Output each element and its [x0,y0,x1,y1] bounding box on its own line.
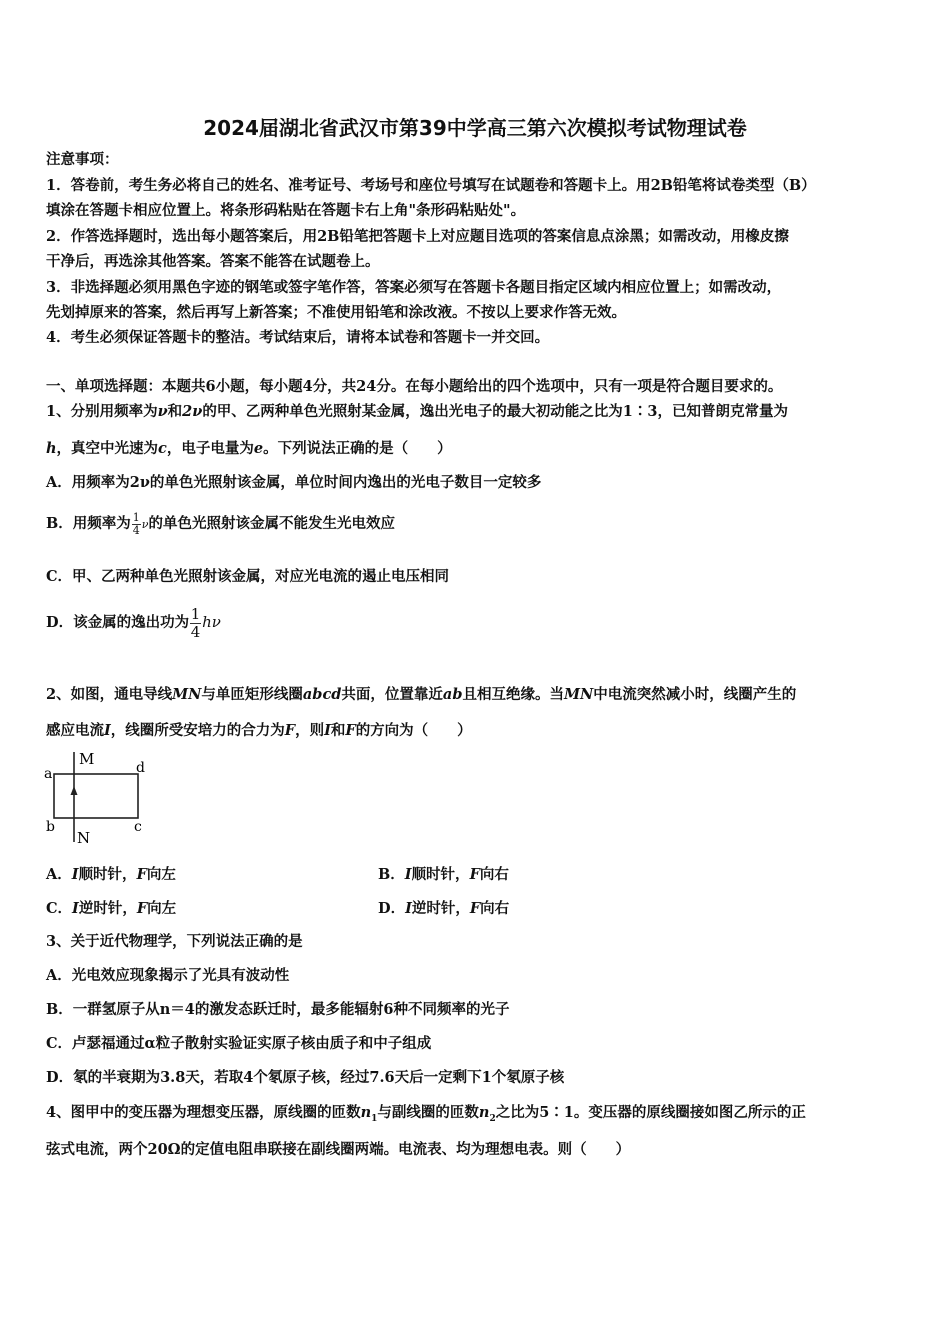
q1-text: 。下列说法正确的是（ ） [263,440,452,457]
q2-text: 2、如图，通电导线 [46,686,173,703]
q4-n2-sub: 2 [489,1113,496,1124]
opt-F: F [469,900,481,917]
q3-stem: 3、关于近代物理学，下列说法正确的是 [46,933,303,950]
q1-d-pre: D．该金属的逸出功为 [46,614,190,631]
q2-stem-line2 [46,721,472,741]
opt-post: 向左 [147,900,177,917]
q1-e: e [253,440,264,457]
q2-F: F [284,722,296,739]
label-n: N [77,829,91,847]
q1-option-c: C．甲、乙两种单色光照射该金属，对应光电流的遏止电压相同 [46,568,450,585]
opt-F: F [136,866,147,883]
q2-mn: MN [563,686,594,703]
current-arrow-icon [71,786,78,795]
q2-text: 且相互绝缘。当 [462,686,564,703]
q2-abcd: abcd [302,686,342,703]
q2-option-d [378,899,509,919]
q2-option-b [378,865,509,885]
q2-figure [40,748,160,848]
opt-pre: D． [378,900,406,917]
opt-pre: C． [46,900,73,917]
q2-text: 和 [330,722,346,739]
opt-F: F [136,900,148,917]
q2-text: ，则 [295,722,325,739]
q4-text: 4、图甲中的变压器为理想变压器，原线圈的匝数 [46,1104,361,1121]
opt-post: 向右 [480,900,510,917]
opt-F: F [469,866,480,883]
q4-stem-line2: 弦式电流，两个20Ω的定值电阻串联接在副线圈两端。电流表、均为理想电表。则（ ） [46,1141,631,1158]
opt-I: I [71,866,79,883]
notice-line: 2．作答选择题时，选出每小题答案后，用2B铅笔把答题卡上对应题目选项的答案信息点涂黑；如需改动，用橡皮擦 [46,228,789,245]
q4-text: 之比为5∶1。变压器的原线圈接如图乙所示的正 [495,1104,806,1121]
q2-option-a [46,865,176,885]
q3-option-d: D．氡的半衰期为3.8天，若取4个氡原子核，经过7.6天后一定剩下1个氡原子核 [46,1069,565,1086]
q1-c: c [158,440,167,457]
frac-den: 4 [132,523,140,537]
q2-stem-line1 [46,685,796,705]
q1-option-b [46,509,395,540]
q2-mn: MN [172,686,202,703]
q2-text: ，线圈所受安培力的合力为 [110,722,285,739]
q2-I: I [104,722,111,739]
q1-h: h [46,440,57,457]
q2-text: 与单匝矩形线圈 [201,686,303,703]
section-heading: 一、单项选择题：本题共6小题，每小题4分，共24分。在每小题给出的四个选项中，只有一项是符合题目要求的。 [46,378,783,395]
q2-text: 共面，位置靠近 [341,686,443,703]
notice-line: 1．答卷前，考生务必将自己的姓名、准考证号、考场号和座位号填写在试题卷和答题卡上。用2B铅笔将试卷类型（B） [46,177,816,194]
opt-mid: 逆时针， [411,900,470,917]
q1-text: 1、分别用频率为 [46,403,158,420]
frac-num: 1 [132,510,140,524]
label-b: b [46,819,55,835]
q2-option-c [46,899,176,919]
opt-I: I [72,900,79,917]
q4-n1: n [360,1104,372,1121]
q4-text: 与副线圈的匝数 [377,1104,479,1121]
q1-b-pre: B．用频率为 [46,515,131,532]
q2-ab: ab [442,686,463,703]
frac-den: 4 [190,622,201,641]
notice-line: 填涂在答题卡相应位置上。将条形码粘贴在答题卡右上角"条形码粘贴处"。 [46,202,526,219]
opt-I: I [404,866,412,883]
coil-rectangle [54,774,138,818]
opt-mid: 顺时针， [411,866,470,883]
q4-stem-line1 [46,1103,806,1129]
opt-mid: 逆时针， [78,900,137,917]
notice-line: 4．考生必须保证答题卡的整洁。考试结束后，请将本试卷和答题卡一并交回。 [46,329,550,346]
label-c: c [134,819,142,835]
q1-text: 的甲、乙两种单色光照射某金属，逸出光电子的最大初动能之比为1∶3，已知普朗克常量为 [202,403,788,420]
q1-d-fraction [190,606,201,641]
notice-line: 3．非选择题必须用黑色字迹的钢笔或签字笔作答，答案必须写在答题卡各题目指定区域内相应位置上；如需改动， [46,279,782,296]
opt-mid: 顺时针， [78,866,137,883]
q1-option-a: A．用频率为2ν的单色光照射该金属，单位时间内逸出的光电子数目一定较多 [46,474,542,491]
opt-pre: B． [378,866,405,883]
q2-F: F [345,722,356,739]
q1-two-nu: 2ν [182,403,203,420]
q1-b-symbol: ν [141,518,149,531]
q1-option-d [46,600,221,645]
q2-text: 的方向为（ ） [355,722,472,739]
label-m: M [79,750,95,768]
q1-d-symbol: hν [202,613,221,631]
opt-pre: A． [46,866,72,883]
q1-text: ，电子电量为 [166,440,254,457]
q1-b-post: 的单色光照射该金属不能发生光电效应 [148,515,395,532]
exam-title: 2024届湖北省武汉市第39中学高三第六次模拟考试物理试卷 [203,116,747,140]
q1-stem-line2 [46,439,452,459]
frac-num: 1 [190,604,201,623]
q3-option-b: B．一群氢原子从n＝4的激发态跃迁时，最多能辐射6种不同频率的光子 [46,1001,510,1018]
q1-text: ，真空中光速为 [56,440,159,457]
q3-option-a: A．光电效应现象揭示了光具有波动性 [46,967,290,984]
notice-heading: 注意事项： [46,151,119,168]
opt-post: 向右 [479,866,509,883]
notice-line: 先划掉原来的答案，然后再写上新答案；不准使用铅笔和涂改液。不按以上要求作答无效。 [46,304,626,321]
label-d: d [136,760,145,776]
q1-text: 和 [167,403,183,420]
q1-nu: ν [157,403,168,420]
q2-text: 中电流突然减小时，线圈产生的 [593,686,797,703]
q1-stem-line1 [46,402,788,422]
opt-post: 向左 [146,866,176,883]
notice-line: 干净后，再选涂其他答案。答案不能答在试题卷上。 [46,253,380,270]
q4-n1-sub: 1 [371,1113,378,1124]
q2-text: 感应电流 [46,722,104,739]
q1-b-fraction [132,512,141,537]
q2-I: I [324,722,331,739]
opt-I: I [405,900,412,917]
q4-n2: n [478,1104,490,1121]
q3-option-c: C．卢瑟福通过α粒子散射实验证实原子核由质子和中子组成 [46,1035,432,1052]
label-a: a [44,766,53,782]
